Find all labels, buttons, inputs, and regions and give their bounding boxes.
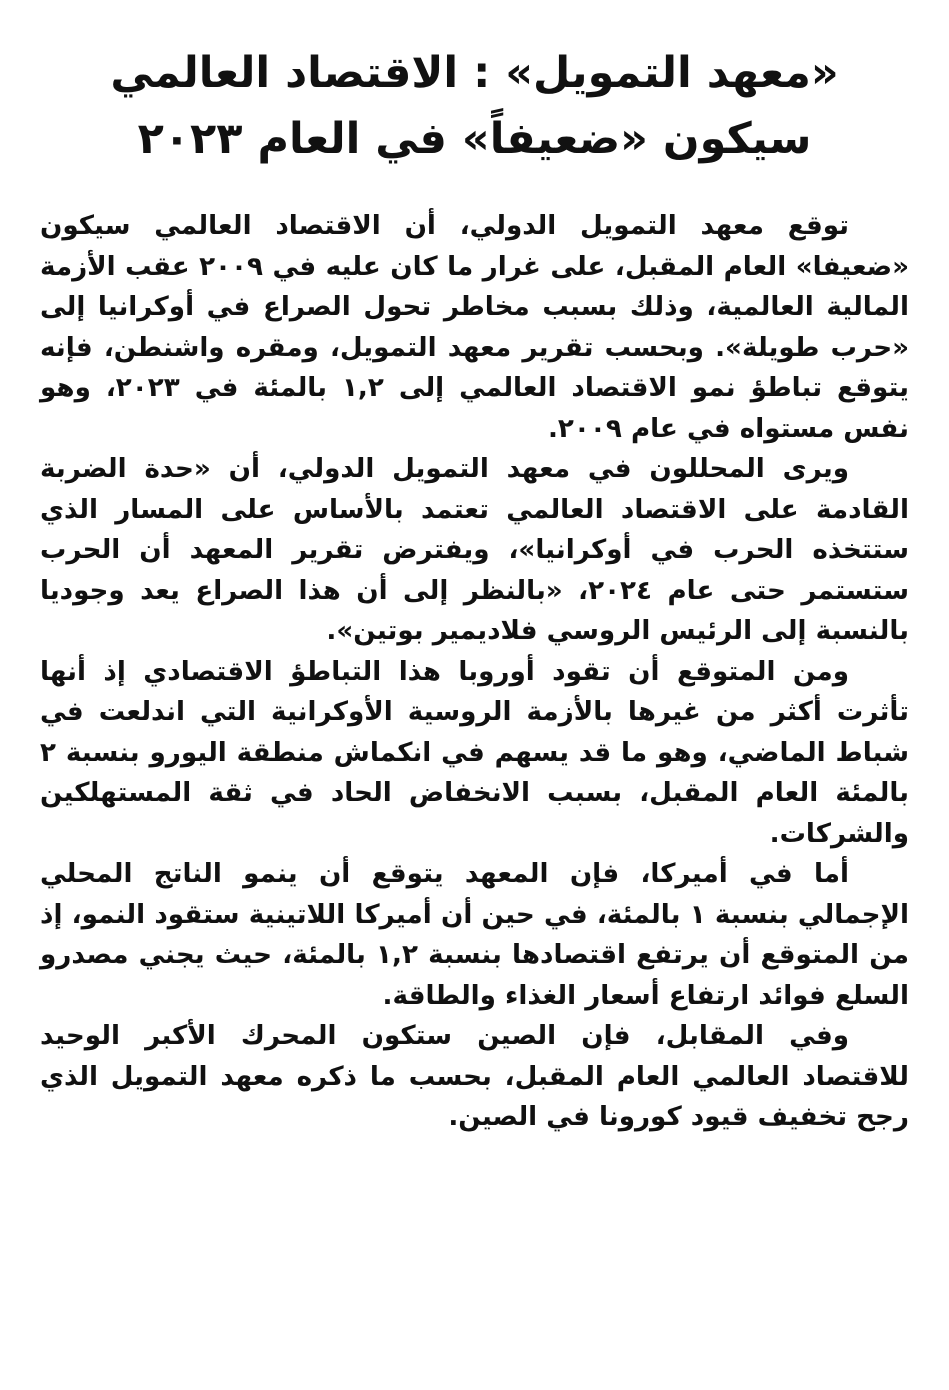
headline-line-1: «معهد التمويل» : الاقتصاد العالمي: [110, 48, 839, 98]
paragraph-4: [40, 854, 909, 1016]
paragraph-2-text: ويرى المحللون في معهد التمويل الدولي، أن «حدة الضربة القادمة على الاقتصاد العالمي تعتمد بالأساس على المسار الذي ستتخذه الحرب في أوكرانيا»، ويفترض تقرير المعهد أن الحرب ستستمر حتى عام ٢٠٢٤، «بالنظر إلى أن هذا الصراع يعد وجوديا بالنسبة إلى الرئيس الروسي فلاديمير بوتين».: [40, 454, 909, 646]
headline-line-2: سيكون «ضعيفاً» في العام ٢٠٢٣: [137, 114, 812, 164]
paragraph-3: [40, 652, 909, 855]
article-headline: [40, 40, 909, 172]
paragraph-3-text: ومن المتوقع أن تقود أوروبا هذا التباطؤ الاقتصادي إذ أنها تأثرت أكثر من غيرها بالأزمة الروسية الأوكرانية التي اندلعت في شباط الماضي، وهو ما قد يسهم في انكماش منطقة اليورو بنسبة ٢ بالمئة العام المقبل، بسبب الانخفاض الحاد في ثقة المستهلكين والشركات.: [40, 656, 909, 849]
paragraph-5: [40, 1016, 909, 1138]
article-body: [40, 206, 909, 1138]
paragraph-1-text: توقع معهد التمويل الدولي، أن الاقتصاد العالمي سيكون «ضعيفا» العام المقبل، على غرار ما كان عليه في ٢٠٠٩ عقب الأزمة المالية العالمية، وذلك بسبب مخاطر تحول الصراع في أوكرانيا إلى «حرب طويلة». وبحسب تقرير معهد التمويل، ومقره واشنطن، فإنه يتوقع تباطؤ نمو الاقتصاد العالمي إلى ١,٢ بالمئة في ٢٠٢٣، وهو نفس مستواه في عام ٢٠٠٩.: [40, 211, 909, 444]
paragraph-2: [40, 449, 909, 652]
paragraph-4-text: أما في أميركا، فإن المعهد يتوقع أن ينمو الناتج المحلي الإجمالي بنسبة ١ بالمئة، في حين أن أميركا اللاتينية ستقود النمو، إذ من المتوقع أن يرتفع اقتصادها بنسبة ١,٢ بالمئة، حيث يجني مصدرو السلع فوائد ارتفاع أسعار الغذاء والطاقة.: [40, 859, 910, 1011]
paragraph-5-text: وفي المقابل، فإن الصين ستكون المحرك الأكبر الوحيد للاقتصاد العالمي العام المقبل، بحسب ما ذكره معهد التمويل الذي رجح تخفيف قيود كورونا في الصين.: [40, 1021, 909, 1132]
paragraph-1: [40, 206, 909, 449]
